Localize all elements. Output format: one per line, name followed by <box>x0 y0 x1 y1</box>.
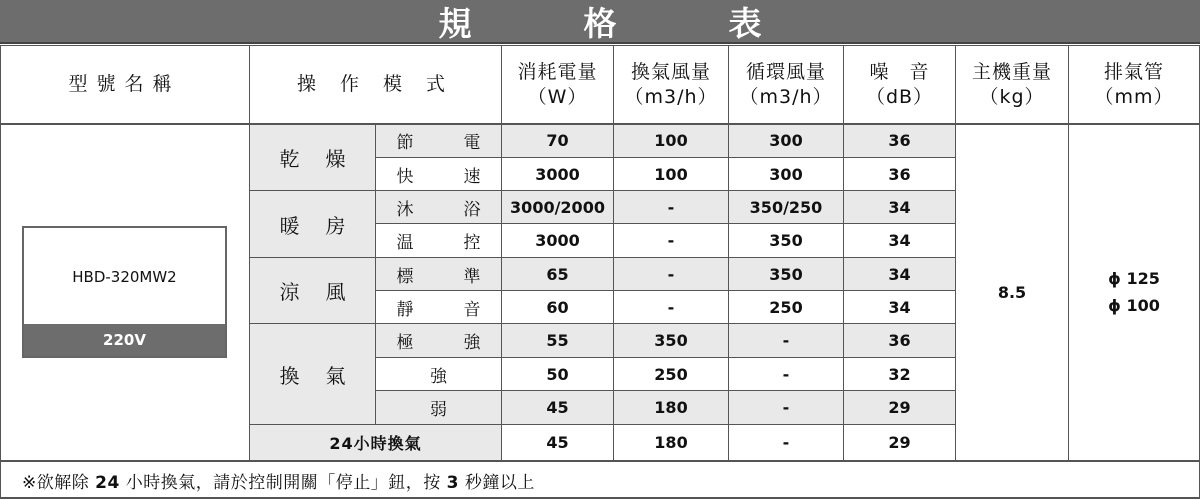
cell-exhaust: 180 <box>654 433 688 452</box>
submode-char: 強 <box>463 333 481 353</box>
cell-circulation: 250 <box>769 297 803 317</box>
cell-noise: 34 <box>888 297 911 317</box>
cell-power: 45 <box>546 433 569 452</box>
cell-circulation: 350 <box>769 264 803 284</box>
model-box <box>22 226 227 358</box>
cell-noise: 29 <box>888 433 911 452</box>
cell-noise: 36 <box>888 164 911 184</box>
header-duct-unit: （mm） <box>1094 85 1174 108</box>
submode-char: 快 <box>396 166 414 187</box>
row-24h-label: 24小時換氣 <box>329 434 422 453</box>
footnote-text: 小時換氣，請於控制開關「停止」鈕，按 <box>119 473 447 493</box>
group-label-cool: 涼風 <box>279 280 372 304</box>
submode-char: 電 <box>463 133 481 153</box>
cell-power: 55 <box>546 331 569 350</box>
model-name: HBD-320MW2 <box>72 268 177 286</box>
cell-noise: 34 <box>888 197 911 217</box>
cell-power: 3000 <box>535 231 580 250</box>
footnote-top-line <box>0 460 1200 462</box>
cell-power: 45 <box>546 398 569 417</box>
submode-char: 浴 <box>463 199 481 220</box>
header-circulation <box>729 46 843 123</box>
footnote-text: 秒鐘以上 <box>458 473 535 493</box>
group-label-dry: 乾燥 <box>279 146 372 171</box>
title-char-2: 格 <box>583 3 617 43</box>
cell-exhaust: 180 <box>654 398 688 417</box>
cell-noise: 29 <box>888 398 911 417</box>
header-noise-unit: （dB） <box>865 85 934 108</box>
cell-power: 65 <box>546 264 569 284</box>
header-duct-label: 排氣管 <box>1103 60 1164 83</box>
submode-char: 速 <box>463 166 481 187</box>
group-label-vent: 換氣 <box>279 363 372 388</box>
header-power-label: 消耗電量 <box>517 60 598 83</box>
duct-value-2: ϕ 100 <box>1108 296 1160 315</box>
submode-char: 準 <box>463 266 481 287</box>
weight-value: 8.5 <box>997 282 1027 302</box>
header-noise <box>844 46 955 123</box>
table-border-bottom <box>0 497 1200 499</box>
duct-values <box>1069 124 1199 460</box>
submode-cell: 強 <box>430 366 447 387</box>
cell-noise: 32 <box>888 364 911 384</box>
submode-char: 靜 <box>396 299 414 320</box>
footnote-text: ※欲解除 <box>22 473 96 493</box>
cell-power: 3000/2000 <box>510 197 605 217</box>
voltage-badge: 220V <box>24 324 225 356</box>
cell-exhaust: - <box>667 231 675 250</box>
submode-char: 沐 <box>396 199 414 220</box>
cell-power: 70 <box>546 131 569 150</box>
footnote-number: 24 <box>95 473 120 493</box>
header-noise-label: 噪 音 <box>869 60 930 83</box>
header-circulation-unit: （m3/h） <box>739 85 833 108</box>
cell-power: 3000 <box>535 164 580 184</box>
cell-circulation: - <box>782 331 790 350</box>
cell-noise: 34 <box>888 264 911 284</box>
submode-cell <box>376 291 501 323</box>
submode-char: 標 <box>396 266 414 287</box>
cell-exhaust: 100 <box>654 164 688 184</box>
group-label-heat: 暖房 <box>279 213 372 238</box>
submode-cell <box>376 324 501 357</box>
header-weight <box>956 46 1068 123</box>
cell-circulation: - <box>782 398 790 417</box>
header-duct <box>1069 46 1199 123</box>
title-char-1: 規 <box>438 3 472 43</box>
cell-power: 60 <box>546 297 569 317</box>
submode-cell <box>376 191 501 223</box>
header-power-unit: （W） <box>527 85 588 108</box>
header-exhaust-unit: （m3/h） <box>624 85 718 108</box>
header-exhaust <box>614 46 728 123</box>
cell-circulation: - <box>782 433 790 452</box>
cell-circulation: 300 <box>769 164 803 184</box>
cell-exhaust: - <box>667 197 675 217</box>
header-model: 型號名稱 <box>68 73 181 95</box>
cell-power: 50 <box>546 364 569 384</box>
cell-circulation: 350/250 <box>749 197 823 217</box>
header-power <box>502 46 613 123</box>
cell-exhaust: - <box>667 297 675 317</box>
cell-exhaust: 350 <box>654 331 688 350</box>
title-char-3: 表 <box>728 3 762 43</box>
footnote <box>22 468 535 493</box>
submode-char: 控 <box>463 233 481 253</box>
header-weight-label: 主機重量 <box>971 60 1052 83</box>
cell-noise: 34 <box>888 231 911 250</box>
submode-cell <box>376 158 501 190</box>
cell-exhaust: - <box>667 264 675 284</box>
submode-char: 温 <box>396 233 414 253</box>
cell-noise: 36 <box>888 331 911 350</box>
header-mode: 操 作 模 式 <box>296 73 455 95</box>
cell-exhaust: 250 <box>654 364 688 384</box>
cell-circulation: 300 <box>769 131 803 150</box>
duct-value-1: ϕ 125 <box>1108 269 1160 288</box>
cell-circulation: 350 <box>769 231 803 250</box>
cell-exhaust: 100 <box>654 131 688 150</box>
header-exhaust-label: 換氣風量 <box>630 60 711 83</box>
submode-char: 音 <box>463 299 481 320</box>
submode-cell <box>376 224 501 257</box>
header-weight-unit: （kg） <box>979 85 1045 108</box>
submode-cell: 弱 <box>430 400 447 420</box>
cell-circulation: - <box>782 364 790 384</box>
title-bar <box>0 0 1200 44</box>
submode-char: 節 <box>396 133 414 153</box>
footnote-number: 3 <box>446 473 459 493</box>
submode-cell <box>376 258 501 290</box>
header-circulation-label: 循環風量 <box>745 60 826 83</box>
submode-cell <box>376 124 501 157</box>
submode-char: 極 <box>396 333 414 353</box>
cell-noise: 36 <box>888 131 911 150</box>
